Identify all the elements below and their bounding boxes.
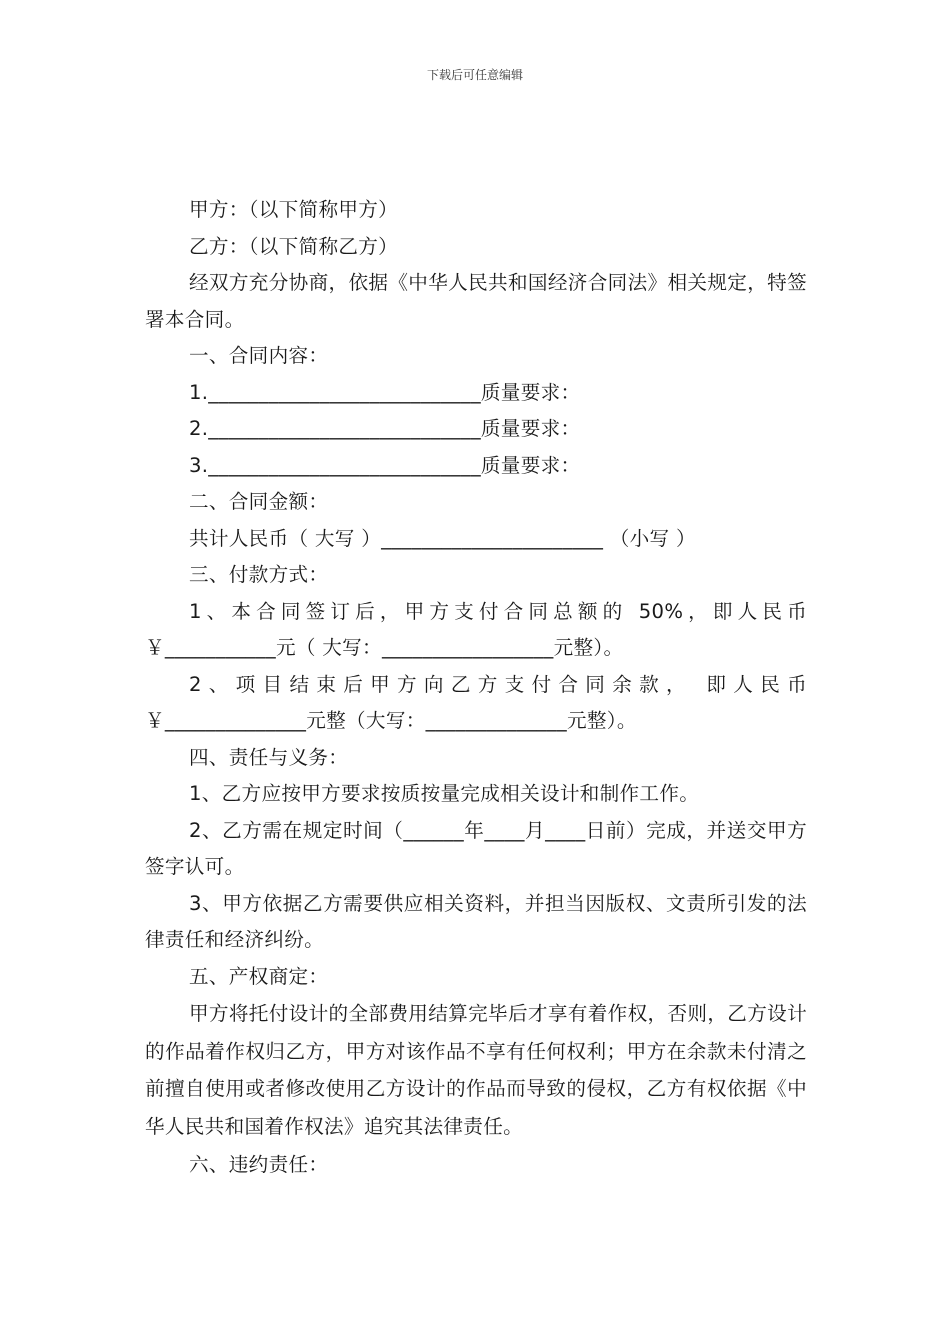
section-6-title: 六、违约责任： <box>189 1153 329 1176</box>
contract-body <box>145 192 807 1184</box>
payment-item-2: 2、项目结束后甲方向乙方支付合同余款， 即人民币￥______________元整（大写：______________元整）。 <box>145 672 807 732</box>
content-item-1: 1.___________________________质量要求： <box>189 380 581 404</box>
duty-item-3: 3、甲方依据乙方需要供应相关资料，并担当因版权、文责所引发的法律责任和经济纠纷。 <box>145 891 807 951</box>
section-2-title: 二、合同金额： <box>189 490 329 513</box>
section-5-title: 五、产权商定： <box>189 964 329 988</box>
intro-paragraph: 经双方充分协商，依据《中华人民共和国经济合同法》相关规定，特签署本合同。 <box>145 271 807 331</box>
duty-item-1: 1、乙方应按甲方要求按质按量完成相关设计和制作工作。 <box>189 782 700 805</box>
page-header-note: 下载后可任意编辑 <box>426 68 523 82</box>
section-3-title: 三、付款方式： <box>189 563 329 586</box>
duty-item-2: 2、乙方需在规定时间（______年____月____日前）完成，并送交甲方签字认可。 <box>145 818 807 878</box>
contract-amount-line: 共计人民币（ 大写 ）______________________ （小写 ） <box>189 526 696 550</box>
party-b-line: 乙方：（以下简称乙方） <box>189 234 399 258</box>
property-rights-paragraph: 甲方将托付设计的全部费用结算完毕后才享有着作权，否则，乙方设计的作品着作权归乙方，甲方对该作品不享有任何权利；甲方在余款未付清之前擅自使用或者修改使用乙方设计的作品而导致的侵权，乙方有权依据《中华人民共和国着作权法》追究其法律责任。 <box>145 1002 807 1138</box>
payment-item-1: 1、本合同签订后，甲方支付合同总额的 50%，即人民币￥___________元（ 大写：_________________元整）。 <box>145 599 807 659</box>
section-1-title: 一、合同内容： <box>189 344 329 367</box>
party-a-line: 甲方：（以下简称甲方） <box>189 198 399 221</box>
content-item-3: 3.___________________________质量要求： <box>189 453 581 477</box>
section-4-title: 四、责任与义务： <box>189 745 349 769</box>
content-item-2: 2.___________________________质量要求： <box>189 417 581 440</box>
